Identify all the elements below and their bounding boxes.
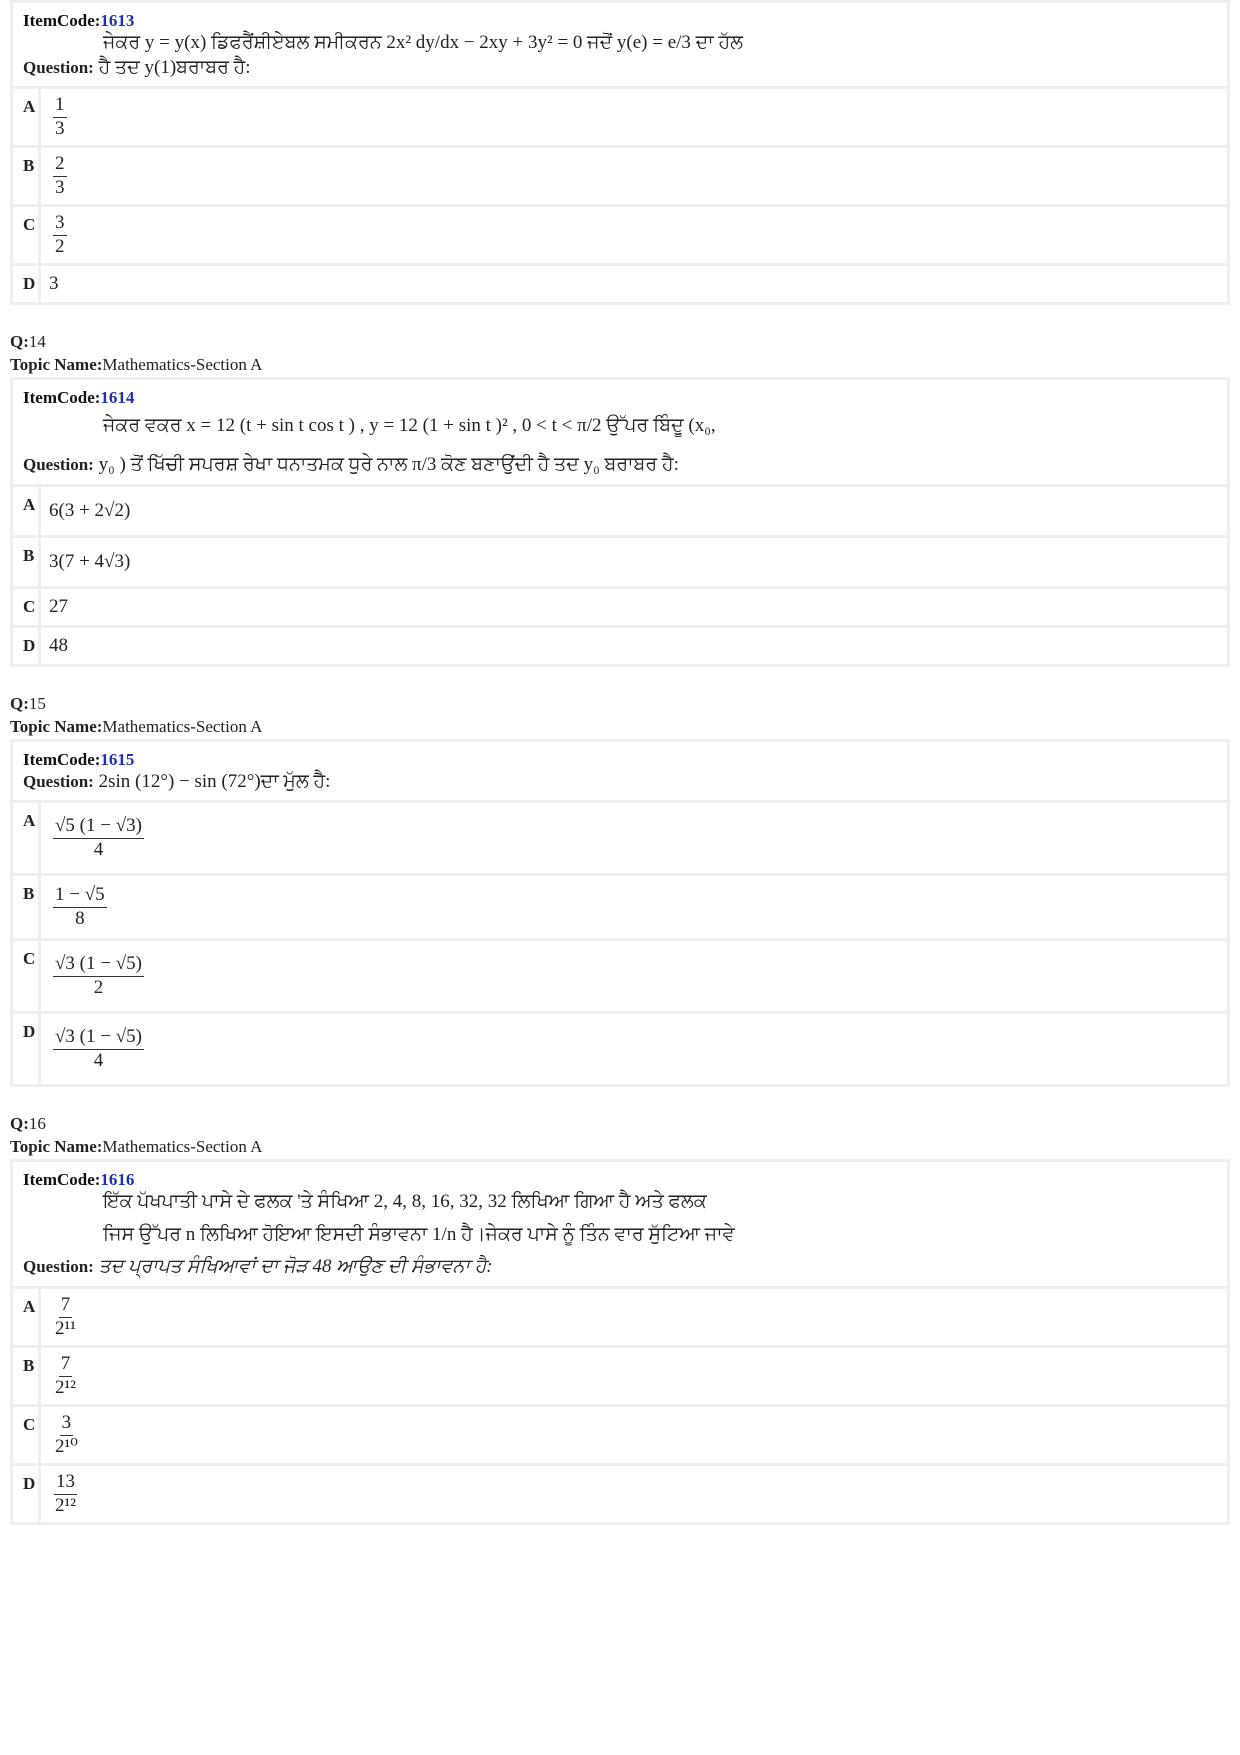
question-block-1613 (10, 0, 1230, 305)
option-row[interactable]: A 6(3 + 2√2) (13, 487, 1227, 535)
item-code: ItemCode:1615 (23, 749, 135, 769)
item-code: ItemCode:1614 (23, 388, 135, 408)
fraction: $\frac{2}{3}$ (55, 153, 65, 198)
question-meta-16: Q:16 Topic Name:Mathematics-Section A (10, 1114, 263, 1157)
option-row[interactable]: A $\frac{7}{\text{2¹¹}}$ (13, 1289, 1227, 1345)
question-text-line: ਜੇਕਰ y = y(x) ਡਿਫਰੈਂਸ਼ੀਏਬਲ ਸਮੀਕਰਨ 2x² dy/dx − 2xy + 3y² = 0 ਜਦੋਂ y(e) = e/3 ਦਾ ਹੱਲ (103, 32, 743, 53)
option-row[interactable]: A $\frac{1}{3}$ (13, 89, 1227, 145)
option-row[interactable]: D 3 (13, 266, 1227, 302)
item-code: ItemCode:1616 (23, 1170, 135, 1190)
option-row[interactable]: B $\frac{2}{3}$ (13, 148, 1227, 204)
question-block-1615 (10, 739, 1230, 1088)
question-block-1616 (10, 1159, 1230, 1525)
question-header: ItemCode:1615 Question: 2sin (12°) − sin (72°)ਦਾ ਮੁੱਲ ਹੈ: (13, 742, 1227, 801)
question-label: Question: (23, 57, 94, 77)
option-row[interactable]: D $\frac{√3 (1 - √5)}{4}$ (13, 1014, 1227, 1084)
option-row[interactable]: C $\frac{3}{2}$ (13, 207, 1227, 263)
question-header (13, 3, 1227, 86)
option-row[interactable]: C $\frac{3}{\text{2¹⁰}}$ (13, 1407, 1227, 1463)
option-row[interactable]: D $\frac{13}{\text{2¹²}}$ (13, 1466, 1227, 1522)
option-row[interactable]: D 48 (13, 628, 1227, 664)
question-header: ItemCode:1616 ਇੱਕ ਪੱਖਪਾਤੀ ਪਾਸੇ ਦੇ ਫਲਕ 'ਤੇ ਸੰਖਿਆ 2, 4, 8, 16, 32, 32 ਲਿਖਿਆ ਗਿਆ ਹੈ ਅਤੇ ਫਲਕ ਜਿਸ ਉੱਪਰ n ਲਿਖਿਆ ਹੋਇਆ ਇਸਦੀ ਸੰਭਾਵਨਾ 1/n ਹੈ।ਜੇਕਰ ਪਾਸੇ ਨੂੰ ਤਿੰਨ ਵਾਰ ਸੁੱਟਿਆ ਜਾਵੇ Question: ਤਦ ਪ੍ਰਾਪਤ ਸੰਖਿਆਵਾਂ ਦਾ ਜੋੜ 48 ਆਉਣ ਦੀ ਸੰਭਾਵਨਾ ਹੈ: (13, 1162, 1227, 1286)
question-block-1614 (10, 377, 1230, 666)
fraction: $\frac{3}{2}$ (55, 212, 65, 257)
item-code: ItemCode:1613 (23, 11, 135, 30)
question-meta-14: Q:14 Topic Name:Mathematics-Section A (10, 332, 263, 375)
question-text-line: ਹੈ ਤਦ y(1)ਬਰਾਬਰ ਹੈ: (98, 56, 251, 78)
option-row[interactable]: C $\frac{√3 (1 - √5)}{2}$ (13, 941, 1227, 1011)
question-header: ItemCode:1614 ਜੇਕਰ ਵਕਰ x = 12 (t + sin t cos t ) , y = 12 (1 + sin t )² , 0 < t < π/2 ਉੱਪਰ ਬਿੰਦੂ (x₀, Question: y₀ ) ਤੋਂ ਖਿੱਚੀ ਸਪਰਸ਼ ਰੇਖਾ ਧਨਾਤਮਕ ਧੁਰੇ ਨਾਲ π/3 ਕੋਣ ਬਣਾਉਂਦੀ ਹੈ ਤਦ y₀ ਬਰਾਬਰ ਹੈ: (13, 380, 1227, 483)
fraction: $\frac{1}{3}$ (55, 94, 65, 139)
option-row[interactable]: B $\frac{1 - √5}{8}$ (13, 876, 1227, 938)
question-paper (10, 0, 1230, 1525)
option-row[interactable]: B $\frac{7}{\text{2¹²}}$ (13, 1348, 1227, 1404)
option-row[interactable]: B 3(7 + 4√3) (13, 538, 1227, 586)
option-row[interactable]: C 27 (13, 589, 1227, 625)
question-meta-15: Q:15 Topic Name:Mathematics-Section A (10, 693, 263, 736)
option-row[interactable]: A $\frac{√5 (1 - √3)}{4}$ (13, 803, 1227, 873)
